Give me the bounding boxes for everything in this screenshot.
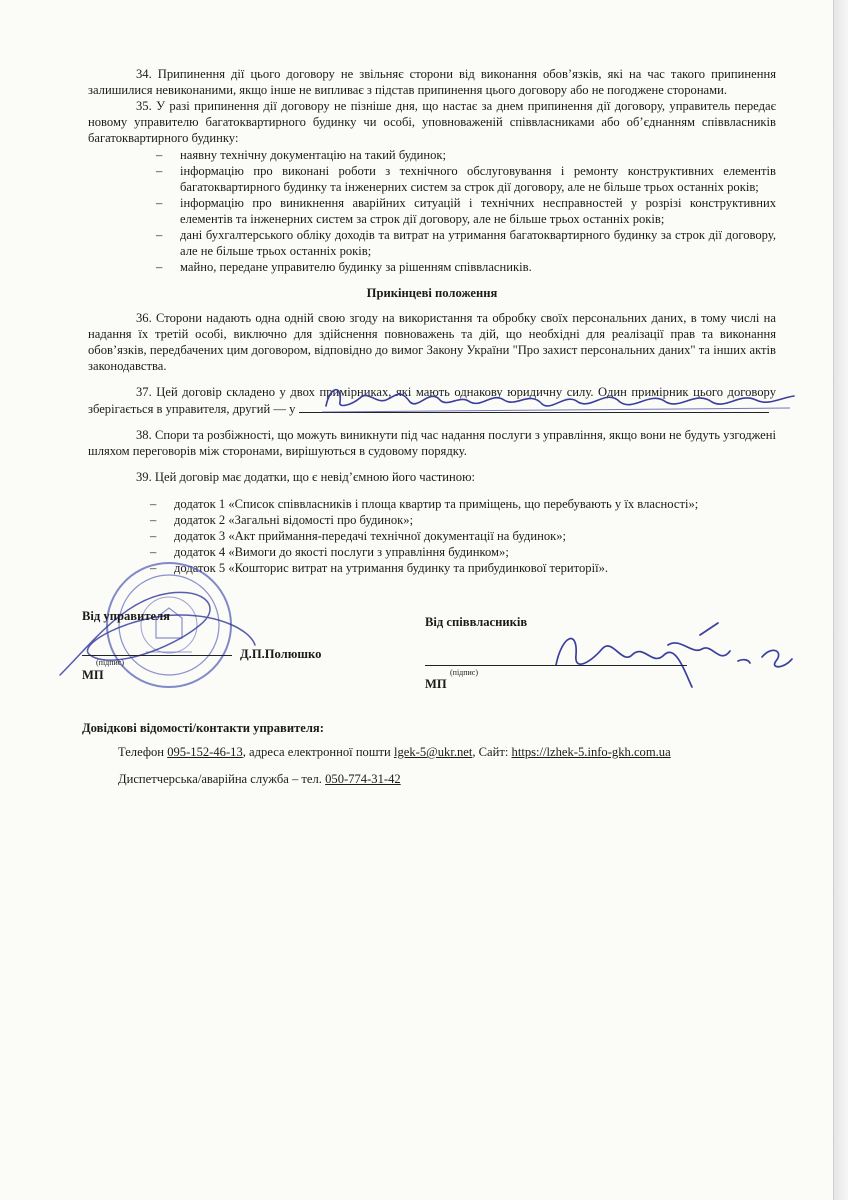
list-item: – наявну технічну документацію на такий будинок;	[156, 147, 447, 162]
page-edge	[833, 0, 848, 1200]
phone-number: 095-152-46-13	[167, 745, 243, 759]
list-item: – майно, передане управителю будинку за рішенням співвласників.	[156, 260, 532, 275]
owners-seal-mark: МП	[425, 677, 447, 691]
clause-39: 39. Цей договір має додатки, що є невід’ємною його частиною:	[136, 470, 475, 485]
dispatch-line: Диспетчерська/аварійна служба – тел. 050-774-31-42	[118, 772, 401, 786]
manager-signature-caption: (підпис)	[96, 658, 125, 667]
manager-seal-mark: МП	[82, 668, 104, 682]
owners-signature-caption: (підпис)	[450, 668, 479, 677]
owners-signature-label: Від співвласників	[425, 615, 528, 629]
clause-37: 37. Цей договір складено у двох примірниках, які мають однакову юридичну силу. Один примірник цього договору зберігається в управителя, другий — у	[88, 384, 776, 417]
email-link[interactable]: lgek-5@ukr.net	[393, 745, 473, 759]
owner-signature	[552, 615, 812, 695]
list-item: – додаток 2 «Загальні відомості про будинок»;	[150, 512, 414, 527]
section-title: Прикінцеві положення	[366, 286, 498, 301]
list-item: – додаток 4 «Вимоги до якості послуги з управління будинком»;	[150, 544, 509, 559]
manager-name: Д.П.Полюшко	[240, 647, 322, 661]
list-item: – інформацію про виконані роботи з технічного обслуговування і ремонту конструктивних елементів багатоквартирного будинку та інженерних систем за строк дії договору, але не більше трьох останніх років;	[156, 163, 776, 194]
contract-body	[88, 66, 776, 576]
manager-signature-line	[82, 655, 232, 656]
contacts-line: Телефон 095-152-46-13, адреса електронної пошти lgek-5@ukr.net, Сайт: https://lzhek-5.info-gkh.com.ua	[118, 745, 671, 759]
clause-34: 34. Припинення дії цього договору не звільняє сторони від виконання обов’язків, які на час такого припинення залишилися невиконаними, якщо інше не випливає з підстав припинення цього договору або не погоджене сторонами.	[88, 67, 776, 98]
list-item: – додаток 3 «Акт приймання-передачі технічної документації на будинок»;	[150, 528, 567, 543]
list-item: – додаток 1 «Список співвласників і площа квартир та приміщень, що перебувають у їх власності»;	[150, 496, 699, 511]
handwritten-recipient-name	[320, 378, 800, 418]
clause-35: 35. У разі припинення дії договору не пізніше дня, що настає за днем припинення дії договору, управитель передає новому управителю багатоквартирного будинку чи особі, уповноваженій співвласниками або об’єднанням співвласників багатоквартирного будинку:	[88, 99, 776, 146]
clause-36: 36. Сторони надають одна одній свою згоду на використання та обробку своїх персональних даних, в тому числі на надання їх третій особі, виключно для здійснення повноважень та дій, що необхідні для реалізації прав та виконання обов’язків, передбачених цим договором, відповідно до вимог Закону України "Про захист персональних даних" та інших актів законодавства.	[88, 310, 776, 373]
manager-signature-label: Від управителя	[82, 609, 170, 623]
website-link[interactable]: https://lzhek-5.info-gkh.com.ua	[511, 745, 671, 759]
contacts-title: Довідкові відомості/контакти управителя:	[82, 721, 324, 735]
list-item: – дані бухгалтерського обліку доходів та витрат на утримання багатоквартирного будинку за строк дії договору, але не більше трьох останніх років;	[156, 228, 776, 259]
list-item: – інформацію про виникнення аварійних ситуацій і технічних несправностей у розрізі конструктивних елементів та інженерних систем за строк дії договору, але не більше трьох останніх років;	[156, 195, 776, 226]
dispatch-phone: 050-774-31-42	[325, 772, 401, 786]
list-item: – додаток 5 «Кошторис витрат на утримання будинку та прибудинкової території».	[150, 560, 609, 575]
transfer-list	[88, 147, 776, 276]
clause-38: 38. Спори та розбіжності, що можуть виникнути під час надання послуги з управління, якщо вони не будуть узгоджені шляхом переговорів між сторонами, вирішуються в судовому порядку.	[88, 428, 776, 459]
owners-signature-line	[425, 665, 687, 666]
